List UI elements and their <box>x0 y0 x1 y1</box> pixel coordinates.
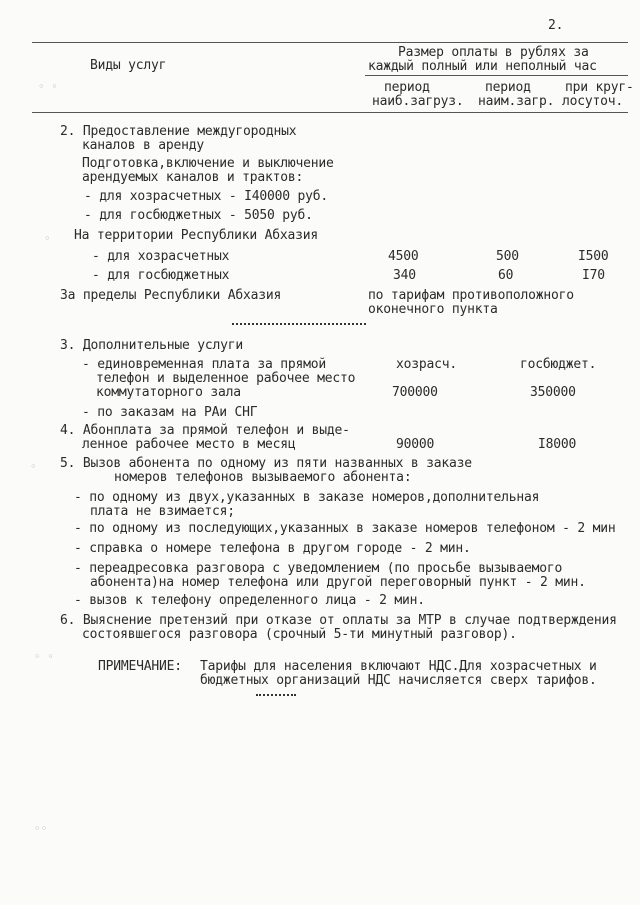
section3-item1-self: 700000 <box>392 385 438 400</box>
section3-title: 3. Дополнительные услуги <box>60 338 244 353</box>
section5-line2: номеров телефонов вызываемого абонента: <box>114 470 412 485</box>
header-col2-line1: период <box>485 80 531 95</box>
header-col1-line1: период <box>384 80 430 95</box>
section2-prep-line1: Подготовка,включение и выключение <box>82 156 334 171</box>
header-services: Виды услуг <box>90 58 167 73</box>
section5-item3: - справка о номере телефона в другом городе - 2 мин. <box>74 541 471 556</box>
section2-item-budget: - для госбюджетных - 5050 руб. <box>84 208 313 223</box>
section5-item1-line1: - по одному из двух,указанных в заказе номеров,дополнительная <box>74 490 540 505</box>
section2-outside-note-line1: по тарифам противоположного <box>368 288 574 303</box>
section4-budget: I8000 <box>538 437 577 452</box>
section3-item1-line1: - единовременная плата за прямой <box>82 357 327 372</box>
note-label: ПРИМЕЧАНИЕ: <box>98 659 182 674</box>
page-number: 2. <box>548 18 564 33</box>
header-payment-rule <box>365 75 628 76</box>
section2-prep-line2: арендуемых каналов и трактов: <box>82 170 304 185</box>
scan-smudge: ◦ <box>44 232 51 245</box>
scan-smudge: ◦◦ <box>34 822 48 835</box>
section2-title-line2: каналов в аренду <box>82 138 205 153</box>
territory-budget-peak: 340 <box>393 268 416 283</box>
section4-self: 90000 <box>396 437 435 452</box>
territory-budget-24h: I70 <box>582 268 605 283</box>
header-col3-line1: при круг- <box>565 80 634 95</box>
section5-line1: 5. Вызов абонента по одному из пяти названных в заказе <box>60 456 472 471</box>
territory-selffinanced-24h: I500 <box>578 249 609 264</box>
header-payment-line1: Размер оплаты в рублях за <box>398 45 589 60</box>
note-line1: Тарифы для населения включают НДС.Для хозрасчетных и <box>200 659 597 674</box>
section3-item2: - по заказам на РАи СНГ <box>82 405 258 420</box>
end-mark <box>256 694 296 700</box>
scan-smudge: ◦ <box>30 460 37 473</box>
section2-outside-note-line2: оконечного пункта <box>368 302 498 317</box>
header-top-rule <box>32 42 628 43</box>
territory-selffinanced-label: - для хозрасчетных <box>92 249 230 264</box>
section3-col-self: хозрасч. <box>396 357 458 372</box>
scan-smudge: ◦ ◦ <box>38 80 58 93</box>
section5-item4-line1: - переадресовка разговора с уведомлением (по просьбе вызываемого <box>74 561 563 576</box>
territory-budget-offpeak: 60 <box>498 268 514 283</box>
section4-line2: ленное рабочее место в месяц <box>82 437 296 452</box>
note-line2: бюджетных организаций НДС начисляется сверх тарифов. <box>200 673 597 688</box>
section5-item1-line2: плата не взимается; <box>90 504 235 519</box>
header-col2-line2: наим.загр. <box>478 94 555 109</box>
section3-item1-line2: телефон и выделенное рабочее место <box>96 371 356 386</box>
territory-budget-label: - для госбюджетных <box>92 268 230 283</box>
header-col1-line2: наиб.загруз. <box>372 94 464 109</box>
header-bottom-rule <box>32 112 628 113</box>
territory-selffinanced-peak: 4500 <box>388 249 419 264</box>
section4-line1: 4. Абонплата за прямой телефон и выде- <box>60 423 350 438</box>
section6-line2: состоявшегося разговора (срочный 5-ти минутный разговор). <box>82 627 517 642</box>
section3-item1-line3: коммутаторного зала <box>96 385 241 400</box>
section3-item1-budget: 350000 <box>530 385 576 400</box>
section2-territory: На территории Республики Абхазия <box>74 228 319 243</box>
section2-outside: За пределы Республики Абхазия <box>60 288 282 303</box>
section5-item4-line2: абонента)на номер телефона или другой переговорный пункт - 2 мин. <box>90 575 586 590</box>
section2-title-line1: 2. Предоставление междугородных <box>60 124 297 139</box>
section-divider <box>232 323 366 329</box>
section6-line1: 6. Выяснение претензий при отказе от оплаты за МТР в случае подтверждения <box>60 613 617 628</box>
section2-item-selffinanced: - для хозрасчетных - I40000 руб. <box>84 189 329 204</box>
section5-item5: - вызов к телефону определенного лица - 2 мин. <box>74 593 425 608</box>
section5-item2: - по одному из последующих,указанных в заказе номеров телефоном - 2 мин <box>74 521 616 536</box>
header-col3-line2: лосуточ. <box>562 94 624 109</box>
header-payment-line2: каждый полный или неполный час <box>368 59 597 74</box>
section3-col-budget: госбюджет. <box>520 357 597 372</box>
territory-selffinanced-offpeak: 500 <box>496 249 519 264</box>
scan-smudge: ◦ ◦ <box>34 650 54 663</box>
